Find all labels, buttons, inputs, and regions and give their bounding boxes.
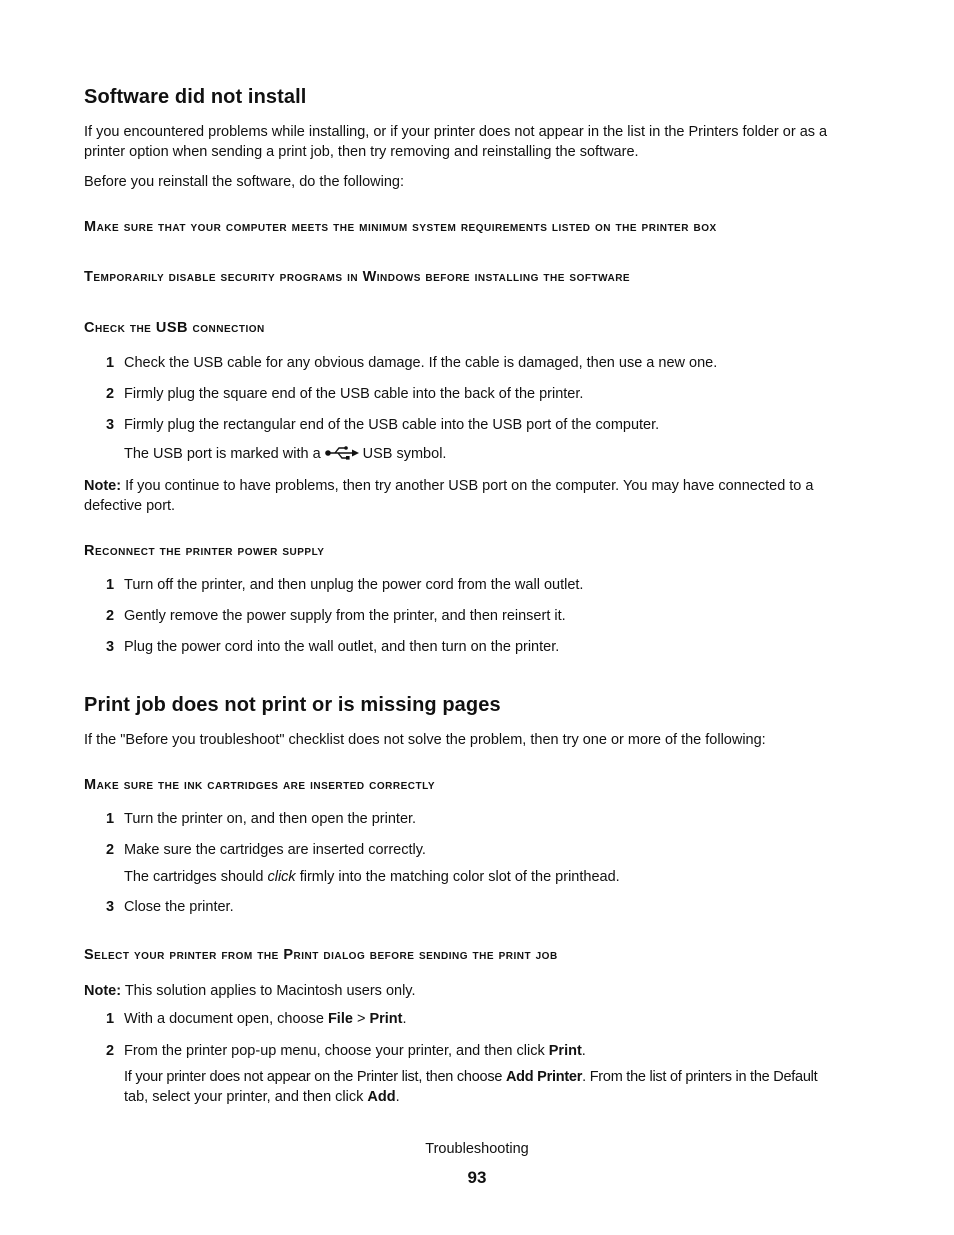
ink-step-2: Make sure the cartridges are inserted correctly. xyxy=(124,842,426,858)
paragraph-checklist: If the "Before you troubleshoot" checklist does not solve the problem, then try one or more of the following: xyxy=(84,732,766,748)
ink-detail-pre: The cartridges should xyxy=(124,869,268,885)
select-step-2-text: From the printer pop-up menu, choose your printer, and then click xyxy=(124,1043,549,1059)
step-number: 1 xyxy=(106,577,115,593)
punctuation: . xyxy=(402,1011,407,1027)
note-text: If you continue to have problems, then try another USB port on the computer. You may have connected to a xyxy=(121,478,814,494)
note-label: Note: xyxy=(84,478,122,494)
ink-step-1: Turn the printer on, and then open the printer. xyxy=(124,811,417,827)
usb-port-text-post: USB symbol. xyxy=(362,446,447,462)
step-number: 3 xyxy=(106,417,115,433)
step-number: 2 xyxy=(106,386,115,402)
usb-step-3: Firmly plug the rectangular end of the USB cable into the USB port of the computer. xyxy=(124,417,660,433)
usb-step-2: Firmly plug the square end of the USB cable into the back of the printer. xyxy=(124,386,584,402)
subheading-reconnect-power: Reconnect the printer power supply xyxy=(84,543,325,559)
print-button-label: Print xyxy=(548,1043,582,1059)
select-step-2-detail-line2 xyxy=(124,1089,400,1105)
ink-step-3: Close the printer. xyxy=(124,899,234,915)
paragraph-before-reinstall: Before you reinstall the software, do the following: xyxy=(84,174,404,190)
select-step-1-text: With a document open, choose xyxy=(124,1011,328,1027)
step-number: 1 xyxy=(106,811,115,827)
step-number: 3 xyxy=(106,899,115,915)
footer-section-name: Troubleshooting xyxy=(425,1141,529,1157)
note-line2: defective port. xyxy=(84,498,176,514)
step-number: 3 xyxy=(106,639,115,655)
ink-detail-post: firmly into the matching color slot of the printhead. xyxy=(295,869,620,885)
menu-separator: > xyxy=(352,1011,370,1027)
step-number: 2 xyxy=(106,1043,115,1059)
detail-text: If your printer does not appear on the Printer list, then choose xyxy=(124,1069,506,1085)
step-number: 2 xyxy=(106,608,115,624)
punctuation: . xyxy=(581,1043,586,1059)
detail-text: tab, select your printer, and then click xyxy=(124,1089,368,1105)
power-step-2: Gently remove the power supply from the printer, and then reinsert it. xyxy=(124,608,566,624)
subheading-select-printer: Select your printer from the Print dialog before sending the print job xyxy=(84,947,558,963)
subheading-check-usb: Check the USB connection xyxy=(84,320,265,336)
add-printer-label: Add Printer xyxy=(505,1069,583,1085)
power-step-3: Plug the power cord into the wall outlet, and then turn on the printer. xyxy=(124,639,560,655)
note-label: Note: xyxy=(84,983,122,999)
usb-port-sentence xyxy=(124,445,446,465)
note-line1 xyxy=(84,476,813,496)
paragraph-intro-line1: If you encountered problems while installing, or if your printer does not appear in the list in the Printers folder or as a xyxy=(84,124,828,140)
note-text: This solution applies to Macintosh users only. xyxy=(121,983,416,999)
select-step-2 xyxy=(124,1043,586,1059)
subheading-disable-security: Temporarily disable security programs in Windows before installing the software xyxy=(84,269,631,285)
detail-text: . From the list of printers in the Default xyxy=(582,1069,818,1085)
select-step-1 xyxy=(124,1011,407,1027)
add-button-label: Add xyxy=(367,1089,396,1105)
usb-symbol-icon xyxy=(325,445,359,465)
menu-print-label: Print xyxy=(369,1011,403,1027)
subheading-system-requirements: Make sure that your computer meets the minimum system requirements listed on the printer box xyxy=(84,219,717,235)
note-macintosh xyxy=(84,981,416,1001)
usb-step-1: Check the USB cable for any obvious damage. If the cable is damaged, then use a new one. xyxy=(124,355,718,371)
step-number: 1 xyxy=(106,1011,115,1027)
page-number: 93 xyxy=(467,1168,487,1187)
punctuation: . xyxy=(395,1089,400,1105)
select-step-2-detail-line1 xyxy=(124,1069,817,1085)
menu-file-label: File xyxy=(327,1011,353,1027)
power-step-1: Turn off the printer, and then unplug the power cord from the wall outlet. xyxy=(124,577,584,593)
ink-detail-emphasis: click xyxy=(267,869,296,885)
step-number: 1 xyxy=(106,355,115,371)
subheading-ink-cartridges: Make sure the ink cartridges are inserted correctly xyxy=(84,777,435,793)
step-number: 2 xyxy=(106,842,115,858)
usb-port-text-pre: The USB port is marked with a xyxy=(124,446,321,462)
paragraph-intro-line2: printer option when sending a print job, then try removing and reinstalling the software. xyxy=(84,144,639,160)
section-title-software: Software did not install xyxy=(84,86,307,108)
section-title-print-job: Print job does not print or is missing pages xyxy=(84,694,501,716)
ink-step-2-detail xyxy=(124,869,620,885)
